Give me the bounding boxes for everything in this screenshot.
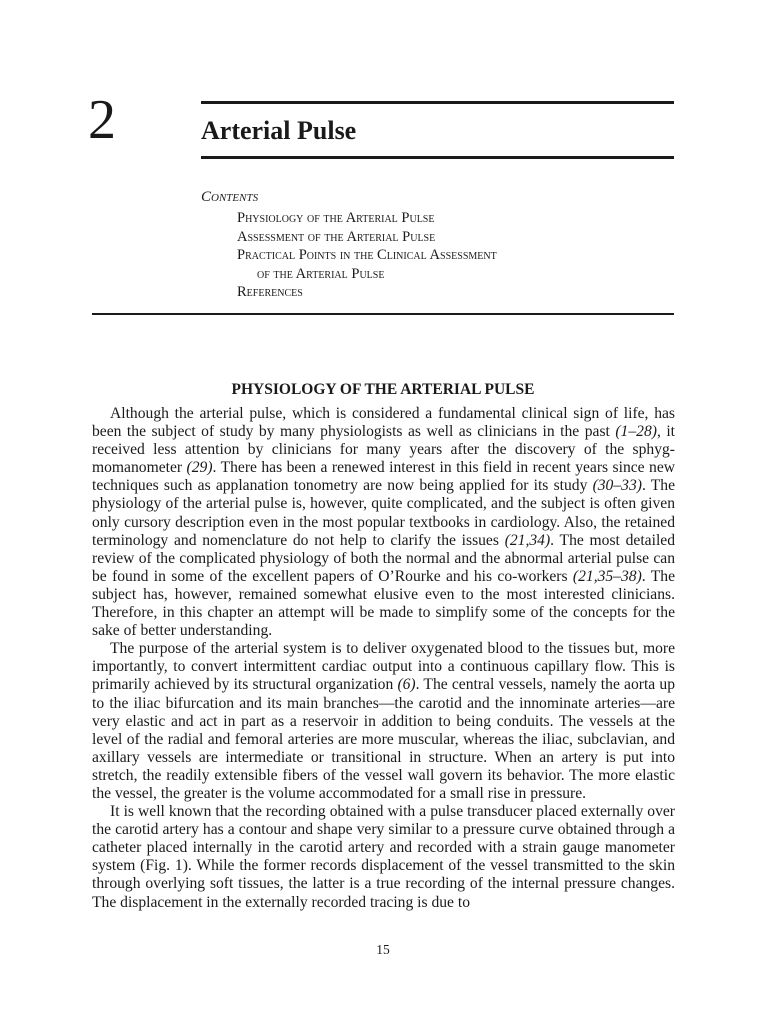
text-run: . There has been a renewed interest in this field in recent years since new techniques such as applanation tonometry are now being applied for its study <box>92 459 676 495</box>
contents-item-label-continued: of the Arterial Pulse <box>257 265 385 282</box>
contents-item-label: References <box>237 284 303 300</box>
contents-item <box>237 228 681 247</box>
text-run: . The subject has, however, remained somewhat elusive even to the most interested clinicians. Therefore, in this chapter an attempt will be made to simplify some of the concepts for the sake of better understanding. <box>92 567 675 640</box>
chapter-title: Arterial Pulse <box>201 116 357 145</box>
title-rule-bottom <box>201 156 674 159</box>
title-rule-top <box>201 101 674 104</box>
chapter-number: 2 <box>88 89 116 151</box>
paragraph <box>92 640 675 803</box>
contents-divider <box>92 313 674 315</box>
contents-item <box>237 209 681 228</box>
contents-item-label: Physiology of the Arterial Pulse <box>237 210 435 226</box>
citation: (6) <box>397 676 416 694</box>
contents-heading: Contents <box>201 189 259 205</box>
contents-item-label: Assessment of the Arterial Pulse <box>237 228 436 245</box>
contents-list <box>201 209 681 302</box>
citation: (21,34) <box>504 531 551 549</box>
citation: (21,35–38) <box>572 567 642 585</box>
contents-item <box>237 283 681 302</box>
text-run: , it received less attention by clinicians for many years after the discovery of the sphygmomanometer <box>92 423 675 477</box>
contents-block <box>201 187 681 302</box>
citation: (1–28) <box>615 423 657 441</box>
text-run: Although the arterial pulse, which is considered a fundamental clinical sign of life, has been the subject of study by many physiologists as well as clinicians in the past <box>92 405 675 441</box>
section-heading: PHYSIOLOGY OF THE ARTERIAL PULSE <box>231 381 535 398</box>
text-run: . The most detailed review of the complicated physiology of both the normal and the abnormal arterial pulse can be found in some of the excellent papers of O’Rourke and his co-workers <box>92 531 675 585</box>
page-number: 15 <box>376 942 390 957</box>
citation: (29) <box>186 459 213 477</box>
paragraph <box>92 405 675 640</box>
body-text <box>92 405 675 912</box>
contents-item-label: Practical Points in the Clinical Assessment <box>237 247 497 263</box>
text-run: . The central vessels, namely the aorta up to the iliac bifurcation and its main branches—the carotid and the innominate arteries—are very elastic and act in part as a reservoir in addition to being conduits. The vessels at the level of the radial and femoral arteries are more muscular, whereas the iliac, subclavian, and axillary vessels are intermediate or transitional in structure. When an artery is put into stretch, the readily extensible fibers of the vessel wall govern its behavior. The more elastic the vessel, the greater is the volume accommodated for a small rise in pressure. <box>92 676 675 802</box>
contents-item-continuation <box>237 265 681 284</box>
citation: (30–33) <box>592 477 642 495</box>
text-run: The purpose of the arterial system is to deliver oxygenated blood to the tissues but, more importantly, to convert intermittent cardiac output into a continuous capillary flow. This is primarily achieved by its structural organization <box>92 640 675 694</box>
paragraph <box>92 803 675 912</box>
text-run: . The physiology of the arterial pulse is, however, quite complicated, and the subject is often given only cursory description even in the most popular textbooks in cardiology. Also, the retained terminology and nomenclature do not help to clarify the issues <box>92 477 675 549</box>
text-run: It is well known that the recording obtained with a pulse transducer placed externally over the carotid artery has a contour and shape very similar to a pressure curve obtained through a catheter placed internally in the carotid artery and recorded with a strain gauge manometer system (Fig. 1). While the former records displacement of the vessel transmitted to the skin through overlying soft tissues, the latter is a true recording of the internal pressure changes. The displacement in the externally recorded tracing is due to <box>92 803 675 911</box>
contents-item <box>237 246 681 265</box>
